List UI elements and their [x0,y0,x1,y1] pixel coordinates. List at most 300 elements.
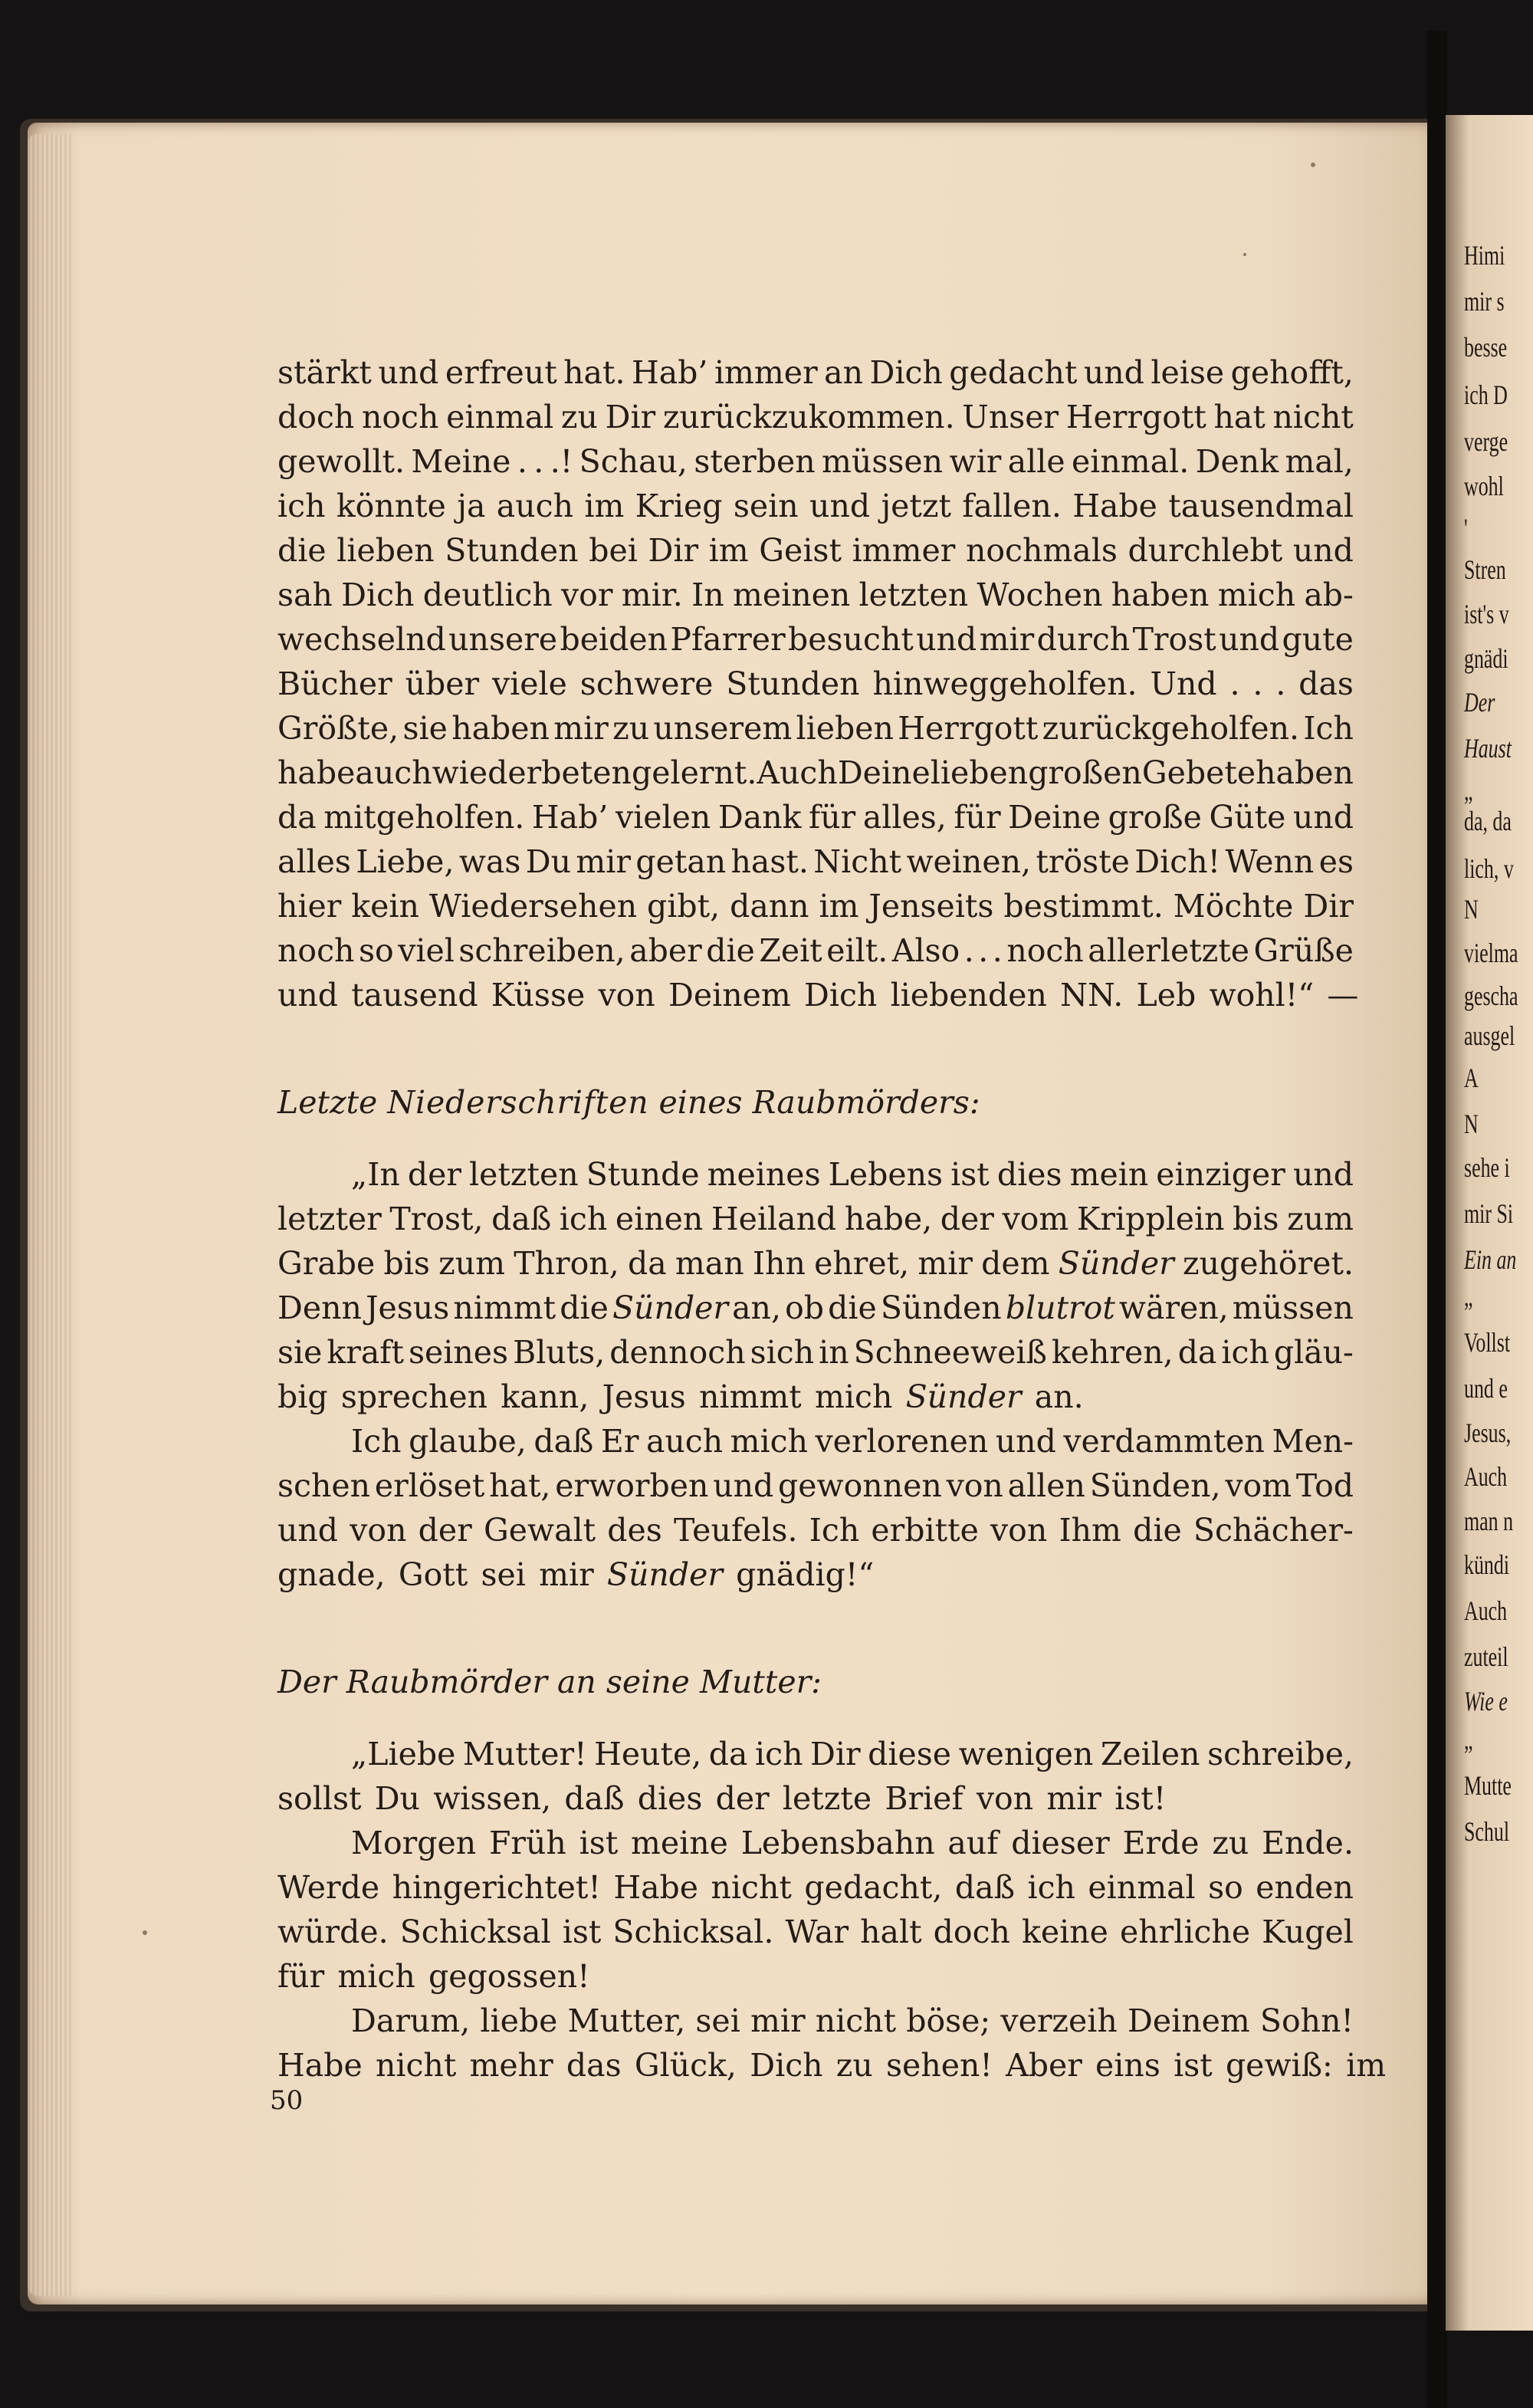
word: verlorenen [815,1423,989,1460]
word: mir [1046,1780,1101,1817]
word: eins [1095,2047,1160,2084]
adjacent-page-fragment: N [1464,1109,1479,1139]
word: und [1292,532,1354,569]
word: da [277,799,317,836]
word: Schicksal. [612,1914,774,1950]
word: nimmt [453,1289,556,1326]
word: fallen. [962,488,1062,524]
word: so [358,932,394,969]
word: zu [560,399,598,435]
word: müssen [822,443,944,480]
word: zu [612,710,650,747]
word: wieder [432,754,542,791]
word: mir [576,843,631,880]
word: halt [860,1914,922,1950]
word: Habe [277,2047,363,2084]
word: diese [868,1736,952,1772]
word: Größte, [277,710,399,747]
word: enden [1256,1869,1354,1906]
word: und [1083,354,1144,391]
word: der [715,1780,770,1817]
word: Morgen [351,1825,477,1861]
word: Erde [1122,1825,1200,1861]
section-heading: Der Raubmörder an seine Mutter: [277,1664,822,1700]
word: für [954,799,1001,836]
word: keine [1022,1914,1108,1950]
word: .! [550,443,573,480]
word: Grüße [1253,932,1354,969]
text-line [277,528,1354,573]
word: vielen [615,799,711,836]
word: ich [1221,1334,1269,1371]
word: erworben [555,1467,709,1504]
adjacent-page-fragment: ist's v [1464,599,1509,629]
word: mitgeholfen. [323,799,525,836]
word: deutlich [422,577,553,613]
text-line [277,1865,1354,1910]
word: Güte [1209,799,1286,836]
word: Kugel [1262,1914,1354,1950]
word: Aber [1006,2047,1082,2084]
word: mich [814,1378,893,1415]
word: und [1219,621,1280,658]
word: Sünden, [1089,1467,1221,1504]
word: gedacht [949,354,1078,391]
adjacent-page-fragment: Haust [1464,733,1512,764]
adjacent-page-fragment: Jesus, [1464,1418,1512,1448]
text-line [277,1552,1354,1597]
word: daß [491,1201,552,1237]
text-line [277,839,1354,884]
word: bestimmt. [1003,888,1164,925]
word: unsere [448,621,558,658]
word: — [1327,977,1359,1013]
word: letzter [277,1201,382,1237]
word: sterben [694,443,816,480]
word: gedacht, [804,1869,943,1906]
word: Gewalt [483,1512,596,1549]
word: zu [835,2047,873,2084]
word: Mutter, [567,2002,686,2039]
word: wechselnd [277,621,446,658]
word: daß [954,1869,1015,1906]
word: Ich [351,1423,402,1460]
adjacent-page-fragment: Auch [1464,1595,1508,1626]
word: die [1133,1512,1182,1549]
word: Denn [277,1289,362,1326]
word: Gebete [1141,754,1256,791]
word: im [1346,2047,1387,2084]
word: Schau, [579,443,688,480]
word: über [405,665,480,702]
word: Wochen [977,577,1103,613]
word: für [277,1958,325,1995]
word: weinen, [906,843,1032,880]
word: nicht [815,2002,897,2039]
paper-speck [143,1930,147,1935]
word: Dank [717,799,802,836]
word: habe, [844,1201,933,1237]
word: ich [559,1201,608,1237]
word: tröste [1036,843,1130,880]
word: mir [979,621,1035,658]
word: von [946,1467,1003,1504]
word: erbitte [871,1512,979,1549]
text-line [277,1732,1354,1776]
word: „Liebe [351,1736,456,1772]
word: wissen, [433,1780,552,1817]
word: Unser [962,399,1059,435]
word: Dich! [1134,843,1221,880]
word: einmal. [1072,443,1190,480]
word: Brief [885,1780,963,1817]
adjacent-page-fragment: Vollst [1464,1327,1511,1358]
text-line [277,1821,1354,1865]
word: Lebensbahn [740,1825,935,1861]
word: mich [337,1958,415,1995]
word: so [1208,1869,1243,1906]
word: Kripplein [1076,1201,1225,1237]
word: Dich [803,977,878,1013]
text-line [277,1152,1354,1197]
word: ehret, [814,1245,910,1282]
word: im [708,532,749,569]
adjacent-page-fragment: sehe i [1464,1152,1510,1183]
word: wenigen [958,1736,1094,1772]
word: wären, [1118,1289,1229,1326]
adjacent-page-fragment: man n [1464,1506,1514,1536]
word: an. [1034,1378,1084,1415]
word: . [1229,665,1240,702]
word: Schächer- [1193,1512,1354,1549]
text-line [277,1464,1354,1508]
text-line [277,795,1354,839]
adjacent-page-fragment: ausgel [1464,1020,1515,1051]
word: Schicksal [399,1914,551,1950]
word: alle [1007,443,1065,480]
word: ehrliche [1119,1914,1251,1950]
text-line [277,2043,1387,2088]
word: die [828,1289,877,1326]
word: doch [277,399,355,435]
word: einmal [446,399,554,435]
text-line [277,484,1354,528]
word: sein [733,488,799,524]
word: verzeih [1000,2002,1118,2039]
word: Du [374,1780,420,1817]
adjacent-page-fragment: mir Si [1464,1198,1514,1229]
word: . [992,932,1003,969]
word: erfreut [445,354,557,391]
word: und [277,1512,339,1549]
word: „In [351,1156,400,1193]
word: könnte [336,488,446,524]
adjacent-page-fragment: gescha [1464,981,1518,1011]
word: der [940,1201,994,1237]
adjacent-page-fragment: Auch [1464,1461,1508,1492]
word: Deine [837,754,931,791]
word: liebenden [890,977,1047,1013]
word: Dir [648,532,699,569]
word: nochmals [965,532,1118,569]
word: Stunde [586,1156,700,1193]
word: in [819,1334,849,1371]
word: von [350,1512,407,1549]
word: big [277,1378,328,1415]
word: haben [451,710,550,747]
word: zu [1212,1825,1249,1861]
word: daß [533,1423,594,1460]
adjacent-page-fragment: „ [1464,1281,1473,1312]
adjacent-page-fragment: ich D [1464,379,1508,410]
word: Zeilen [1100,1736,1200,1772]
word: Zeit [759,932,822,969]
word: gnädig!“ [736,1556,875,1593]
word: schen [277,1467,371,1504]
word: Dir [605,399,656,435]
word: noch [361,399,439,435]
word: Sünder [1058,1245,1174,1282]
word: Habe [613,1869,699,1906]
adjacent-page-fragment: lich, v [1464,853,1514,884]
word: das [1298,665,1354,702]
adjacent-page-fragment: Stren [1464,554,1506,585]
word: glaube, [409,1423,527,1460]
adjacent-page-fragment: Schul [1464,1816,1510,1847]
word: die [560,1289,609,1326]
word: Bücher [277,665,392,702]
word: meine [630,1825,728,1861]
word: tausendmal [1168,488,1354,524]
word: Jenseits [868,888,994,925]
word: Ende. [1262,1825,1354,1861]
word: Herrgott [1065,399,1206,435]
word: viel [398,932,455,969]
word: Dir [810,1736,861,1772]
word: Hab’ [531,799,609,836]
word: ich [277,488,326,524]
word: Meine [411,443,511,480]
text-line [277,1999,1354,2043]
word: einmal [1088,1869,1196,1906]
word: Werde [277,1869,380,1906]
adjacent-page-fragment: da, da [1464,806,1512,836]
word: Ich [809,1512,860,1549]
word: allen [1007,1467,1085,1504]
word: Gott [398,1556,468,1593]
word: großen [1028,754,1142,791]
word: mir [918,1245,973,1282]
word: vom [1002,1201,1069,1237]
word: Jesus [366,1289,450,1326]
word: im [819,888,859,925]
word: Dich [869,354,943,391]
word: gegossen! [428,1958,590,1995]
word: hat [1213,399,1265,435]
word: . [963,932,974,969]
word: beiden [560,621,668,658]
word: auch [645,1423,724,1460]
word: kann, [501,1378,589,1415]
word: Tod [1295,1467,1354,1504]
text-line [277,617,1354,662]
word: vor [561,577,613,613]
word: gewonnen [778,1467,942,1504]
word: Er [600,1423,639,1460]
word: aber [629,932,702,969]
adjacent-page-fragment: gnädi [1464,643,1508,674]
adjacent-page-fragment: „ [1464,775,1473,806]
word: einen [615,1201,704,1237]
word: man [675,1245,744,1282]
book-gutter [1427,31,1447,2408]
word: Stunden [445,532,579,569]
word: dennoch [609,1334,746,1371]
word: allerletzte [1088,932,1250,969]
word: ab- [1304,577,1354,613]
word: Küsse [491,977,586,1013]
word: doch [933,1914,1010,1950]
word: mir [750,2002,806,2039]
paper-speck [1243,253,1246,256]
word: sprechen [340,1378,488,1415]
word: sie [402,710,448,747]
word: gläu- [1273,1334,1354,1371]
word: immer [852,532,956,569]
word: sei [695,2002,740,2039]
word: Dich [750,2047,823,2084]
word: ich [755,1736,803,1772]
word: und [916,621,977,658]
word: hat, [489,1467,551,1504]
word: und [1292,799,1354,836]
word: gewollt. [277,443,405,480]
word: Pfarrer [670,621,786,658]
word: . [517,443,527,480]
word: da [1177,1334,1217,1371]
word: meines [707,1156,821,1193]
word: Du [525,843,572,880]
paper-speck [1311,163,1315,167]
word: stärkt [277,354,372,391]
word: mir [539,1556,594,1593]
word: im [584,488,625,524]
word: gnade, [277,1556,386,1593]
word: zum [438,1245,506,1282]
word: Also [891,932,960,969]
word: sich [750,1334,815,1371]
word: was [458,843,521,880]
word: und [713,1467,774,1504]
word: letzten [469,1156,579,1193]
text-line [277,1910,1354,1954]
word: mir. [621,577,683,613]
word: Und [1150,665,1217,702]
word: unserem [653,710,793,747]
text-line [277,1419,1354,1464]
word: Herrgott [898,710,1039,747]
text-line [277,1954,1354,1999]
word: zugehöret. [1183,1245,1354,1282]
word: die [706,932,755,969]
word: müssen [1232,1289,1354,1326]
word: Stunden [726,665,860,702]
word: da [708,1736,748,1772]
word: alles [277,843,351,880]
word: Sünder [612,1289,728,1326]
word: ist [562,1914,602,1950]
word: bis [1233,1201,1279,1237]
word: schreibe, [1207,1736,1354,1772]
word: dies [637,1780,703,1817]
word: zurückzukommen. [662,399,955,435]
heading-part: Niederschriften [387,1084,649,1121]
word: Sünder [606,1556,723,1593]
word: zurückgeholfen. [1042,710,1300,747]
word: und [378,354,439,391]
word: sei [481,1556,526,1593]
word: Leb [1136,977,1197,1013]
adjacent-page-fragment: mir s [1464,286,1505,317]
word: Bluts, [513,1334,606,1371]
text-line [277,973,1359,1017]
word: ich [1027,1869,1075,1906]
word: In [691,577,724,613]
word: gewiß: [1225,2047,1333,2084]
word: leise [1151,354,1225,391]
word: Glück, [634,2047,737,2084]
word: ist [579,1825,619,1861]
word: eilt. [826,932,888,969]
word: Thron, [514,1245,619,1282]
word: für [809,799,856,836]
word: . [1252,665,1263,702]
word: Krieg [635,488,723,524]
word: dann [730,888,809,925]
word: Trost, [389,1201,484,1237]
word: mein [1069,1156,1149,1193]
word: schreiben, [458,932,625,969]
text-line [277,1241,1354,1286]
adjacent-page-fragment: N [1464,894,1479,925]
word: es [1318,843,1354,880]
word: gute [1282,621,1354,658]
word: hast. [730,843,809,880]
section-heading [277,1080,1354,1125]
text-line [277,1508,1354,1552]
word: beten [541,754,632,791]
word: nicht [1272,399,1354,435]
text-line [277,1286,1354,1330]
word: ist! [1114,1780,1167,1817]
word: einziger [1156,1156,1285,1193]
word: . [533,443,544,480]
word: kehren, [1051,1334,1174,1371]
word: und [277,977,339,1013]
word: das [566,2047,622,2084]
word: dem [981,1245,1050,1282]
word: Ihm [1059,1512,1121,1549]
word: Heiland [711,1201,837,1237]
adjacent-page-fragment: Der [1464,687,1495,718]
adjacent-page-fragment: kündi [1464,1549,1510,1580]
text-line [277,706,1354,751]
word: Heute, [594,1736,702,1772]
word: habe [277,754,356,791]
word: Grabe [277,1245,376,1282]
adjacent-page-fragment: wohl [1464,471,1504,501]
adjacent-page-fragment: Ein an [1464,1244,1517,1275]
